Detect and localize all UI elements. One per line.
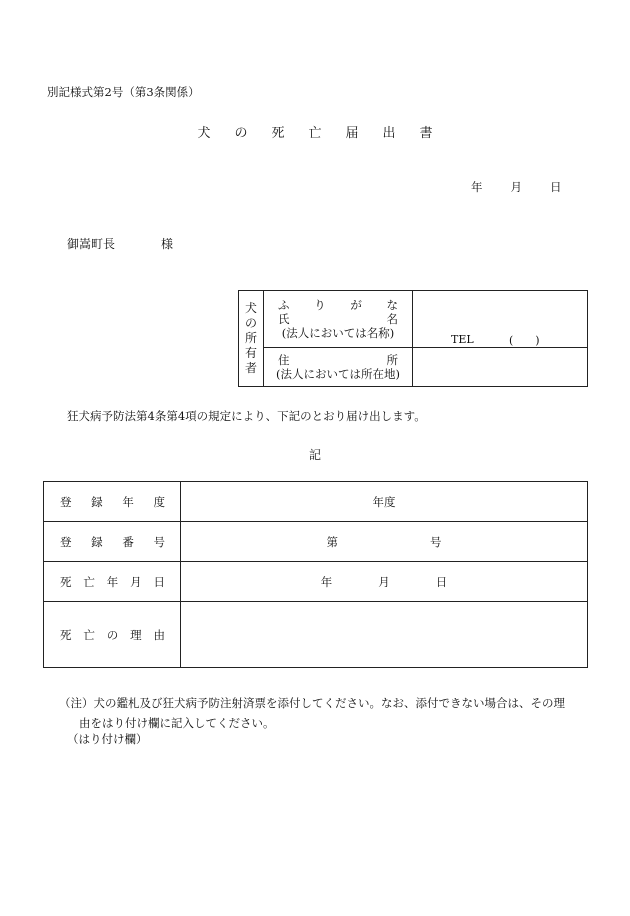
table-row bbox=[44, 482, 588, 522]
furigana-char: な bbox=[386, 297, 398, 312]
label-char: 番 bbox=[122, 534, 134, 549]
label-char: 亡 bbox=[83, 627, 95, 642]
registration-number-field[interactable] bbox=[181, 522, 588, 562]
label-char: 理 bbox=[130, 627, 142, 642]
note-line-2: 由をはり付け欄に記入してください。 bbox=[79, 716, 275, 730]
value-text: 年 bbox=[320, 574, 333, 589]
addressee-honorific: 様 bbox=[161, 237, 174, 251]
document-title bbox=[0, 122, 630, 141]
value-text: 日 bbox=[435, 574, 448, 589]
name-note: (法人においては名称) bbox=[281, 325, 395, 340]
name-char: 氏 bbox=[278, 311, 290, 326]
label-char: 月 bbox=[130, 574, 142, 589]
paste-area-label: （はり付け欄） bbox=[67, 732, 148, 746]
label-char: 録 bbox=[91, 494, 103, 509]
label-char: 登 bbox=[60, 534, 72, 549]
owner-table bbox=[238, 290, 588, 387]
owner-label-char: の bbox=[244, 316, 257, 330]
title-char: 出 bbox=[382, 126, 396, 141]
label-char: 由 bbox=[153, 627, 165, 642]
title-char: 届 bbox=[345, 126, 359, 141]
title-char: 犬 bbox=[197, 126, 211, 141]
note-prefix: （注） bbox=[59, 696, 94, 710]
label-char: の bbox=[106, 627, 119, 642]
owner-address-field[interactable] bbox=[413, 348, 588, 387]
owner-label-char: 所 bbox=[244, 331, 257, 345]
label-char: 号 bbox=[153, 534, 165, 549]
label-char: 日 bbox=[153, 574, 165, 589]
label-char: 死 bbox=[60, 627, 72, 642]
date-month: 月 bbox=[510, 180, 522, 194]
table-row bbox=[44, 602, 588, 668]
address-label bbox=[264, 353, 412, 367]
details-table bbox=[43, 481, 588, 668]
owner-label-char: 者 bbox=[244, 361, 257, 375]
addressee-name: 御嵩町長 bbox=[67, 237, 116, 251]
date-year: 年 bbox=[471, 180, 483, 194]
note-line-1: 犬の鑑札及び狂犬病予防注射済票を添付してください。なお、添付できない場合は、その理 bbox=[93, 696, 565, 710]
furigana-char: り bbox=[314, 297, 326, 312]
table-row bbox=[44, 522, 588, 562]
value-text: 第 bbox=[326, 534, 338, 549]
furigana-char: が bbox=[350, 297, 362, 312]
death-reason-label bbox=[44, 602, 181, 668]
address-char: 住 bbox=[278, 352, 290, 367]
owner-name-field[interactable] bbox=[413, 291, 588, 348]
label-char: 録 bbox=[91, 534, 103, 549]
label-char: 度 bbox=[153, 494, 165, 509]
label-char: 死 bbox=[60, 574, 72, 589]
death-reason-field[interactable] bbox=[181, 602, 588, 668]
title-char: の bbox=[234, 126, 248, 141]
tel-area-code: ( ) bbox=[509, 334, 540, 347]
registration-year-field[interactable] bbox=[181, 482, 588, 522]
furigana-label bbox=[264, 298, 412, 312]
registration-year-label bbox=[44, 482, 181, 522]
date-day: 日 bbox=[550, 180, 562, 194]
label-char: 年 bbox=[106, 574, 119, 589]
addressee bbox=[67, 235, 173, 252]
title-char: 書 bbox=[419, 126, 433, 141]
submission-date bbox=[471, 179, 562, 195]
title-char: 亡 bbox=[308, 126, 322, 141]
death-date-label bbox=[44, 562, 181, 602]
title-char: 死 bbox=[271, 126, 285, 141]
registration-number-label bbox=[44, 522, 181, 562]
table-row bbox=[44, 562, 588, 602]
furigana-char: ふ bbox=[278, 297, 290, 312]
notice-text: 狂犬病予防法第4条第4項の規定により、下記のとおり届け出します。 bbox=[67, 409, 426, 423]
label-char: 登 bbox=[60, 494, 72, 509]
owner-address-label bbox=[264, 348, 413, 387]
address-note: (法人においては所在地) bbox=[276, 366, 400, 381]
note-text bbox=[59, 693, 565, 733]
tel-label: TEL bbox=[451, 333, 474, 346]
death-date-field[interactable] bbox=[181, 562, 588, 602]
form-reference: 別記様式第2号（第3条関係） bbox=[47, 85, 200, 99]
label-char: 亡 bbox=[83, 574, 95, 589]
owner-section-label bbox=[239, 291, 264, 387]
address-char: 所 bbox=[386, 352, 398, 367]
owner-label-char: 有 bbox=[244, 346, 257, 360]
ki-heading: 記 bbox=[308, 448, 321, 462]
name-label bbox=[264, 312, 412, 326]
value-text: 月 bbox=[378, 574, 390, 589]
owner-label-char: 犬 bbox=[244, 301, 257, 315]
owner-name-label bbox=[264, 291, 413, 348]
value-text: 年度 bbox=[372, 494, 396, 509]
label-char: 年 bbox=[122, 494, 134, 509]
value-text: 号 bbox=[430, 534, 442, 549]
name-char: 名 bbox=[386, 311, 398, 326]
